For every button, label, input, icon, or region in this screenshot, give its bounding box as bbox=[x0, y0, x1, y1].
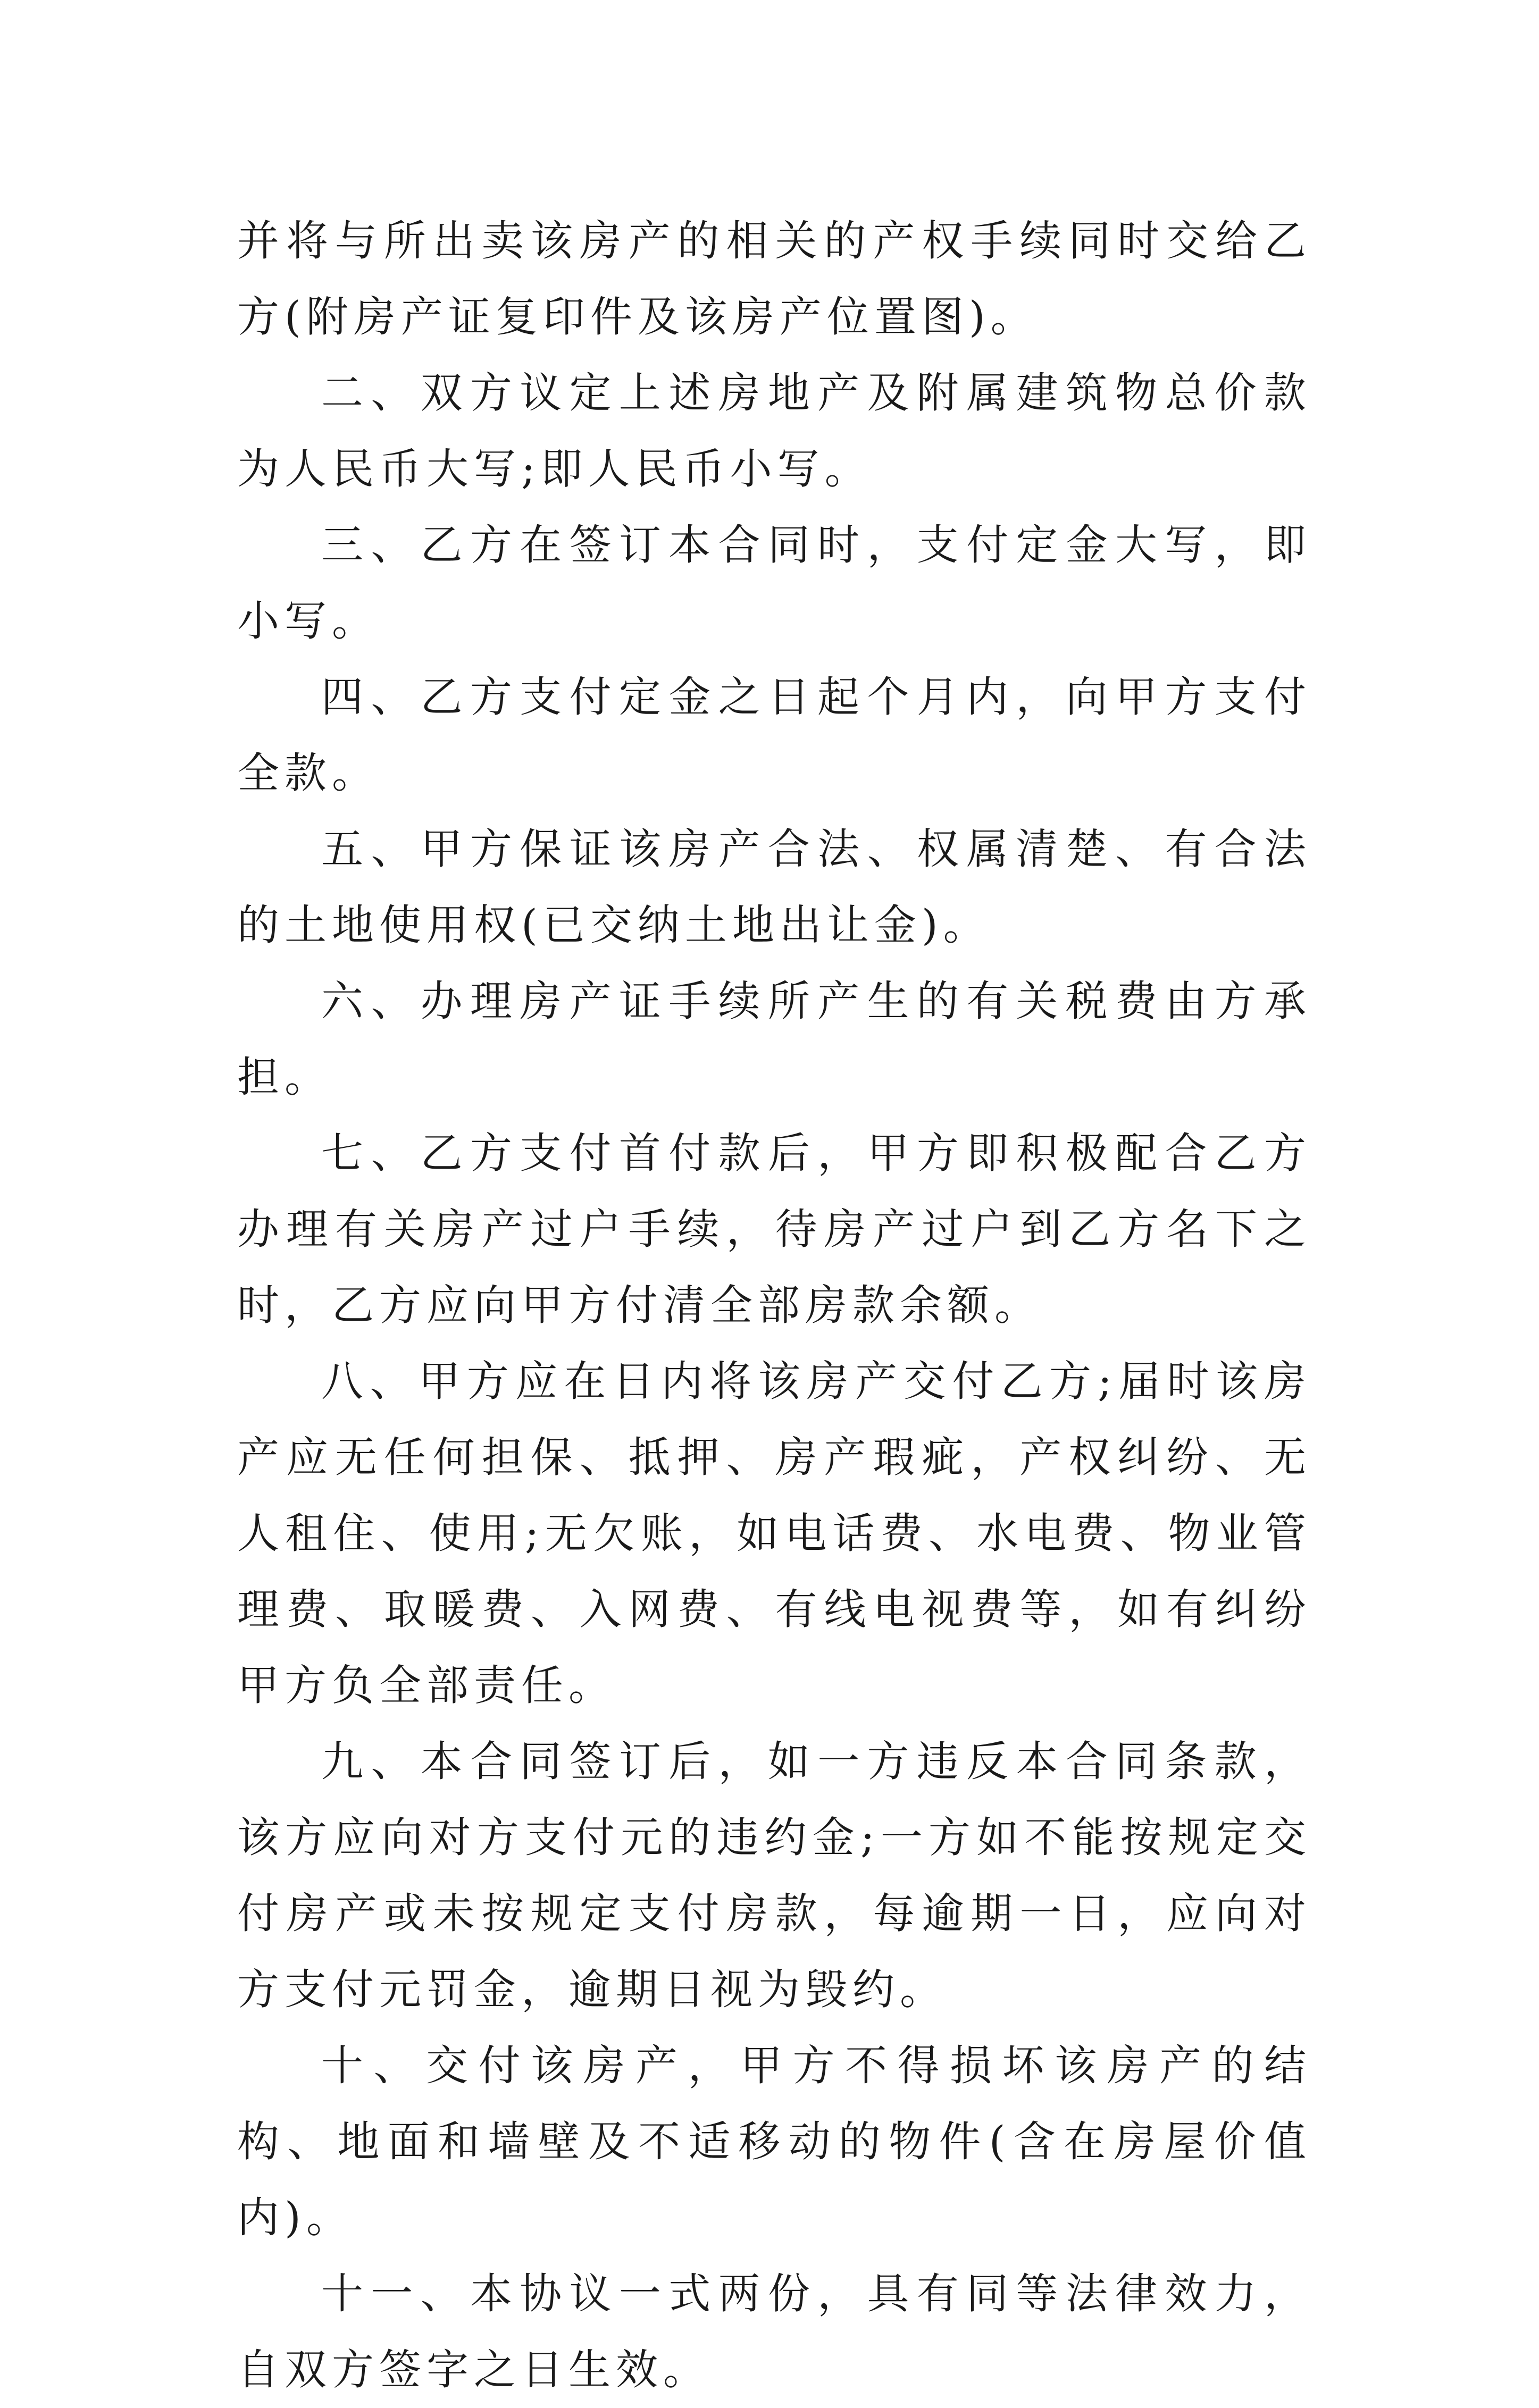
clause-3-deposit: 三、乙方在签订本合同时，支付定金大写，即小写。 bbox=[237, 521, 1311, 645]
document-body bbox=[237, 203, 1311, 2408]
clause-8-delivery: 八、甲方应在日内将该房产交付乙方;届时该房产应无任何担保、抵押、房产瑕疵，产权纠纷、无人租住、使用;无欠账，如电话费、水电费、物业管理费、取暖费、入网费、有线电视费等，如有纠纷甲方负全部责任。 bbox=[237, 1357, 1311, 1710]
clause-9-breach: 九、本合同签订后，如一方违反本合同条款，该方应向对方支付元的违约金;一方如不能按规定交付房产或未按规定支付房款，每逾期一日，应向对方支付元罚金，逾期日视为毁约。 bbox=[237, 1737, 1311, 2014]
clause-7-transfer: 七、乙方支付首付款后，甲方即积极配合乙方办理有关房产过户手续，待房产过户到乙方名下之时，乙方应向甲方付清全部房款余额。 bbox=[237, 1129, 1311, 1330]
paragraph-continuation: 并将与所出卖该房产的相关的产权手续同时交给乙方(附房产证复印件及该房产位置图)。 bbox=[237, 216, 1311, 341]
clause-2-total-price: 二、双方议定上述房地产及附属建筑物总价款为人民币大写;即人民币小写。 bbox=[237, 368, 1311, 493]
clause-11-effect: 十一、本协议一式两份，具有同等法律效力，自双方签字之日生效。 bbox=[237, 2269, 1311, 2394]
clause-6-taxes: 六、办理房产证手续所产生的有关税费由方承担。 bbox=[237, 977, 1311, 1102]
clause-4-full-payment: 四、乙方支付定金之日起个月内，向甲方支付全款。 bbox=[237, 673, 1311, 798]
clause-5-legal-title: 五、甲方保证该房产合法、权属清楚、有合法的土地使用权(已交纳土地出让金)。 bbox=[237, 825, 1311, 950]
clause-10-structure: 十、交付该房产，甲方不得损坏该房产的结构、地面和墙壁及不适移动的物件(含在房屋价值内)。 bbox=[237, 2041, 1311, 2242]
